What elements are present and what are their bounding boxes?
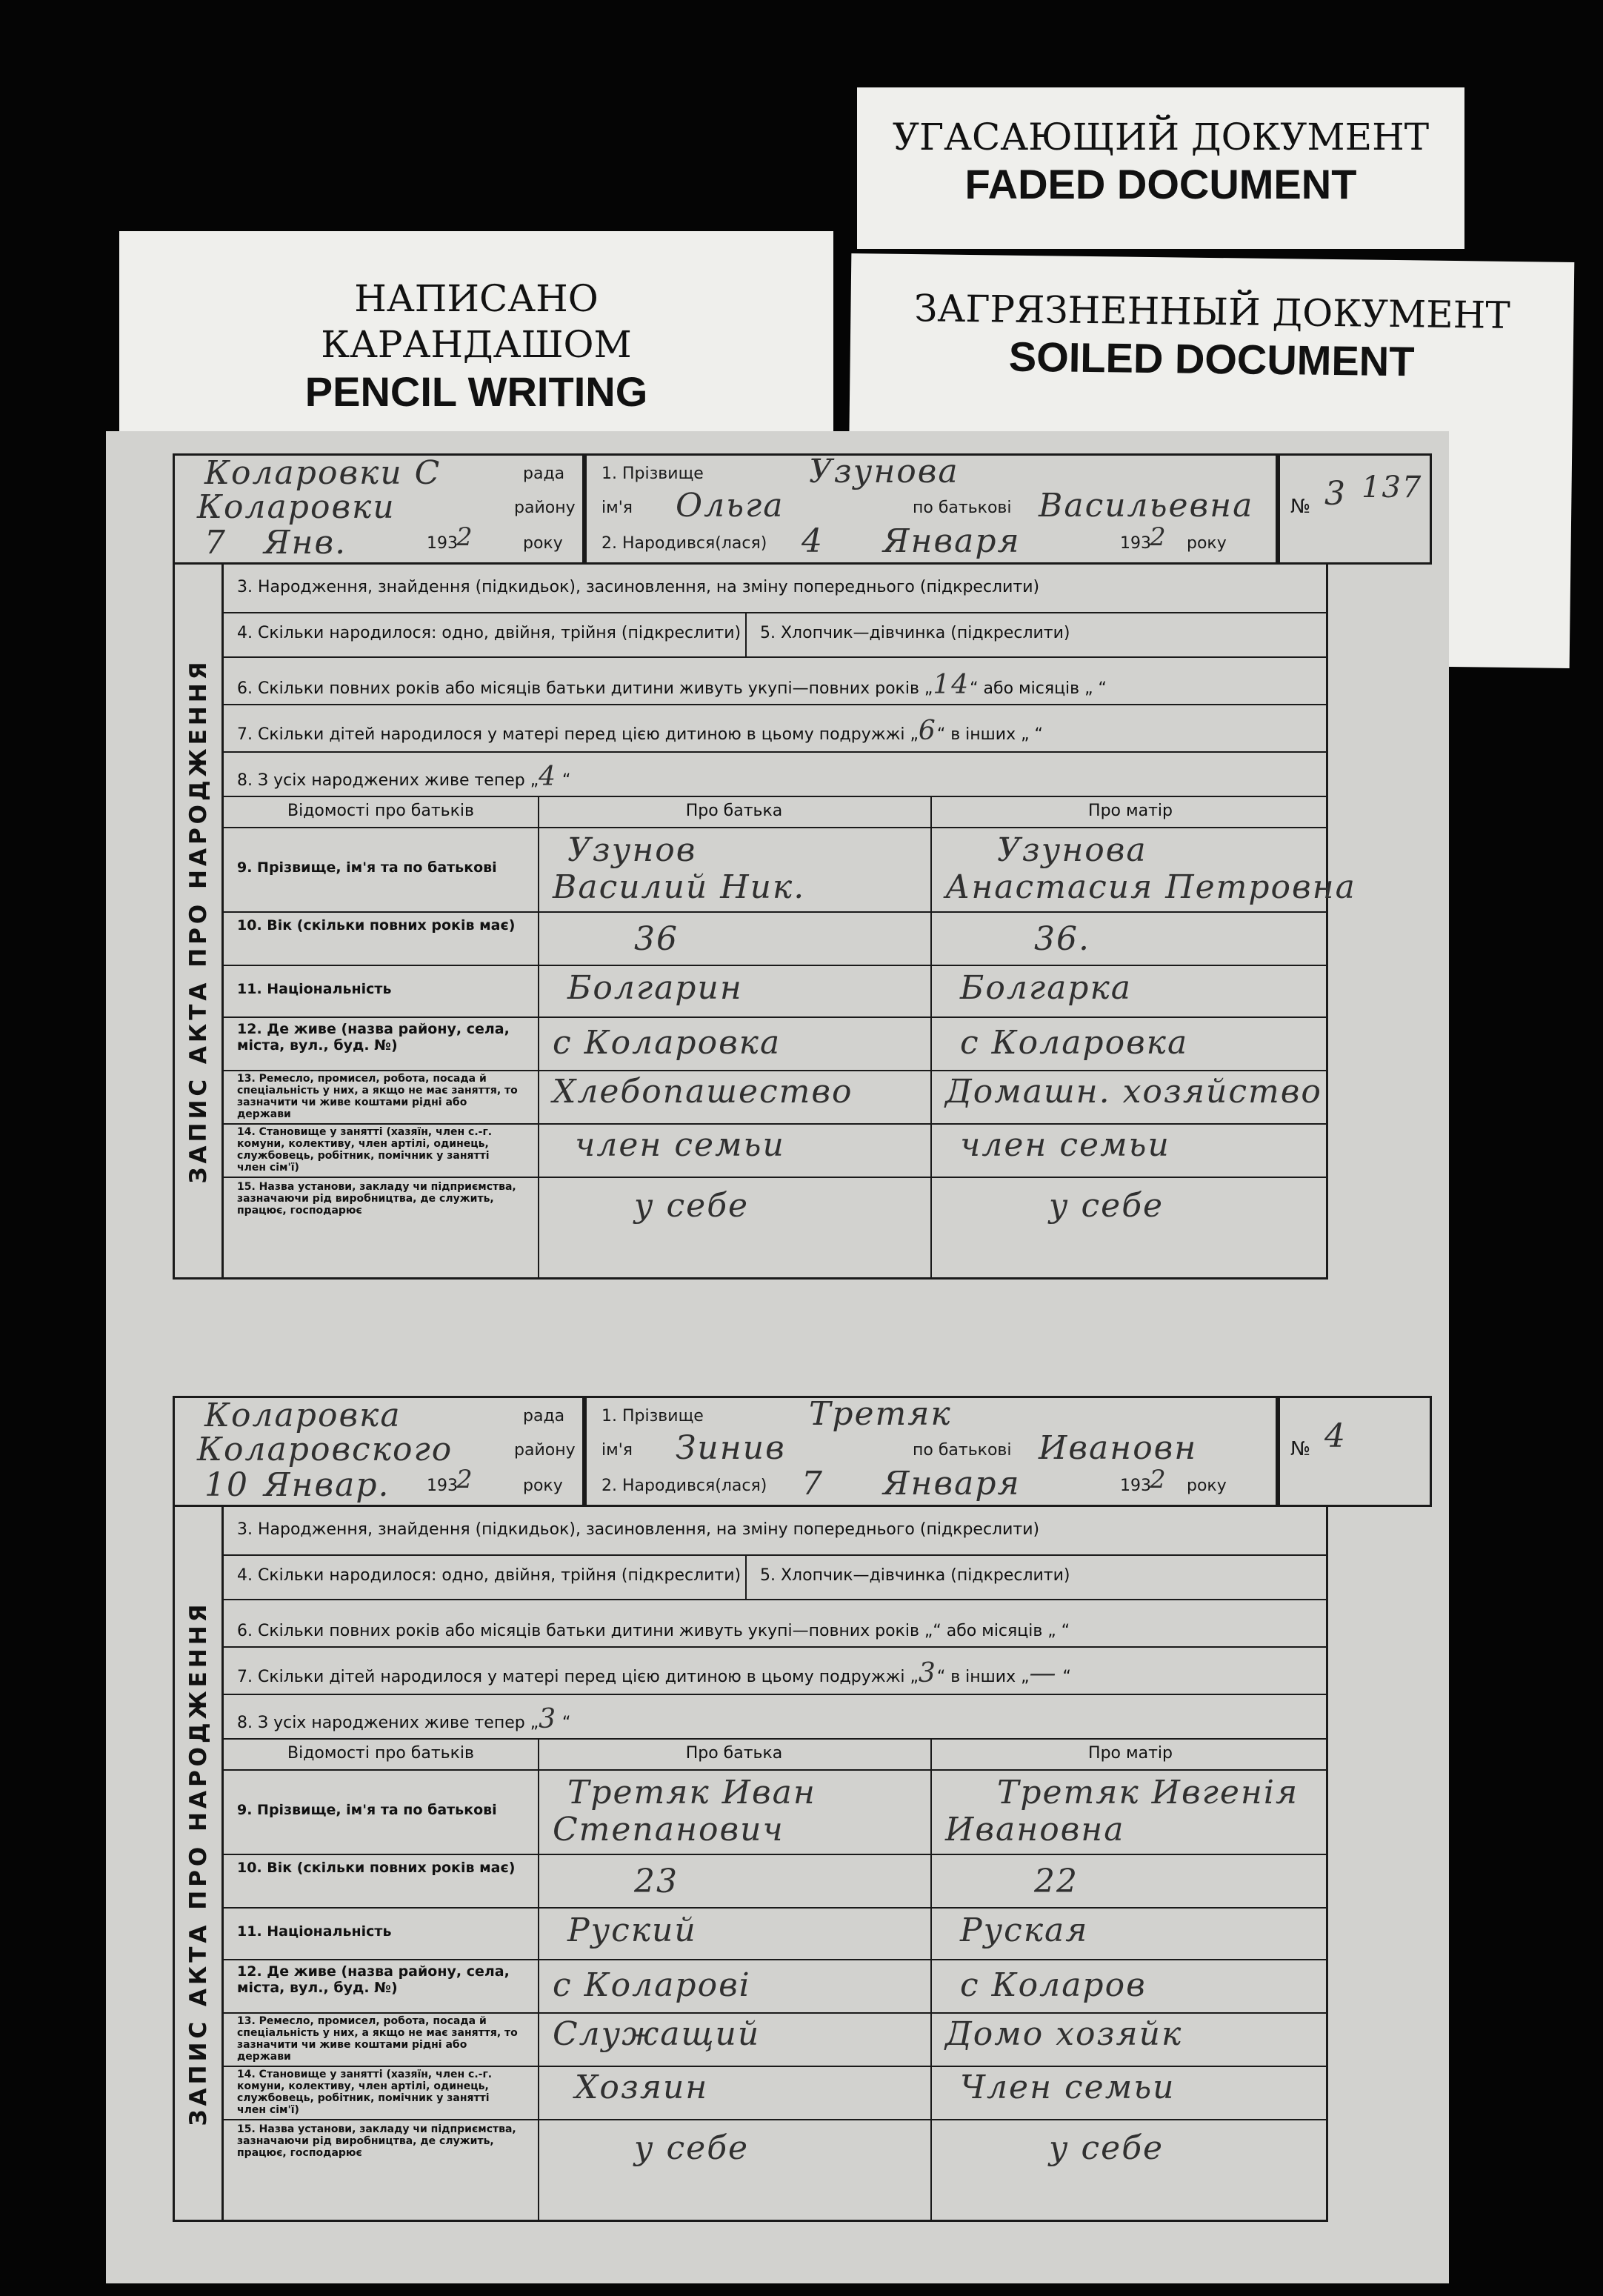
birth-roku-label: року [1187,1477,1227,1495]
father-nationality: Болгарин [567,969,743,1007]
father-workplace: у себе [634,2129,750,2167]
name-label: ім'я [601,499,633,517]
rada-value: Коларовка [204,1397,401,1434]
number-label: № [1290,1438,1311,1460]
registration-place-box [173,1396,584,1507]
q7-line: 7. Скільки дітей народилося у матері перед цією дитиною в цьому подружжі „6“ в інших „ “ [237,716,1043,746]
row13-label: 13. Ремесло, промисел, робота, посада й спеціальність у них, а якщо не має заняття, то зазначити чи живе коштами рідні або держави [237,2015,518,2063]
row12-label: 12. Де живе (назва району, села, міста, вул., буд. №) [237,1021,510,1054]
birth-roku-label: року [1187,534,1227,553]
roku-label: року [523,534,563,553]
reg-year-prefix: 193 [427,534,458,553]
q6-line: 6. Скільки повних років або місяців батьки дитини живуть укупі—повних років „“ або місяців „ “ [237,1622,1070,1640]
father-occupation: Служащий [553,2015,761,2053]
father-age: 36 [634,920,679,958]
record-number-extra: 137 [1362,470,1423,505]
row11-label: 11. Національність [237,1923,392,1940]
father-residence: с Коларовка [553,1024,781,1062]
pencil-label-en: PENCIL WRITING [304,368,648,415]
col-head-father: Про батька [685,802,783,820]
mother-workplace: у себе [1049,2129,1164,2167]
father-status: Хозяин [575,2069,709,2106]
reg-day-value: 10 [204,1466,249,1504]
q5-line: 5. Хлопчик—дівчинка (підкреслити) [760,1566,1070,1585]
mother-age: 36. [1034,920,1090,958]
birth-year-value: 2 [1150,1465,1167,1494]
record-body [173,565,1356,1280]
patronymic-label: по батькові [913,499,1012,517]
born-label: 2. Народився(лася) [601,534,767,553]
row9-label: 9. Прізвище, ім'я та по батькові [237,1802,497,1818]
rada-label: рада [523,465,565,483]
reg-day-value: 7 [204,524,227,562]
col-head-mother: Про матір [1088,1744,1173,1763]
father-name2: Степанович [553,1811,784,1849]
col-head-info: Відомості про батьків [287,1744,474,1763]
birth-month-value: Января [883,1465,1021,1503]
father-age: 23 [634,1863,679,1900]
rayon-label: району [514,499,576,517]
reg-year-prefix: 193 [427,1477,458,1495]
patronymic-value: Васильевна [1039,487,1254,525]
father-nationality: Руский [567,1911,697,1949]
mother-residence: с Коларовка [960,1024,1189,1062]
mother-name2: Анастасия Петровна [945,868,1356,906]
col-head-info: Відомості про батьків [287,802,474,820]
father-name1: Третяк Иван [567,1774,816,1811]
mother-status: член семьи [960,1126,1170,1164]
mother-age: 22 [1034,1863,1079,1900]
faded-label-ru: УГАСАЮЩИЙ ДОКУМЕНТ [892,116,1430,159]
record-vertical-title: ЗАПИС АКТА ПРО НАРОДЖЕННЯ [175,565,224,1277]
register-page [106,431,1449,2283]
row14-label: 14. Становище у занятті (хазяїн, член с.-г. комуни, колективу, член артілі, одинець, службовець, робітник, помічник у занятті член сім'ї) [237,2069,493,2116]
rada-value: Коларовки С [204,454,441,492]
row10-label: 10. Вік (скільки повних років має) [237,917,516,934]
reg-month-value: Январ. [264,1466,390,1504]
surname-value: Третяк [809,1395,952,1433]
roku-label: року [523,1477,563,1495]
mother-name2: Ивановна [945,1811,1125,1849]
mother-status: Член семьи [960,2069,1176,2106]
patronymic-value: Ивановн [1039,1429,1198,1467]
mother-workplace: у себе [1049,1187,1164,1225]
record-header [173,453,1432,565]
birth-year-prefix: 193 [1120,1477,1151,1495]
row14-label: 14. Становище у занятті (хазяїн, член с.-г. комуни, колективу, член артілі, одинець, службовець, робітник, помічник у занятті член сім'ї) [237,1126,493,1174]
record-number-box [1278,1396,1432,1507]
born-label: 2. Народився(лася) [601,1477,767,1495]
reg-year-value: 2 [456,522,474,552]
reg-year-value: 2 [456,1465,474,1494]
father-residence: с Коларові [553,1966,751,2004]
row15-label: 15. Назва установи, закладу чи підприємства, зазначаючи рід виробництва, де служить, працює, господарює [237,2123,516,2159]
birth-year-value: 2 [1150,522,1167,552]
reg-month-value: Янв. [264,524,347,562]
child-names-box [584,1396,1278,1507]
alive-value: 4 [539,762,558,792]
record-number-value: 4 [1324,1417,1347,1455]
pencil-writing-label [119,231,833,446]
rayon-value: Коларовки [197,488,396,526]
row9-label: 9. Прізвище, ім'я та по батькові [237,859,497,876]
q4-line: 4. Скільки народилося: одно, двійня, трійня (підкреслити) [237,624,741,642]
name-value: Зинив [676,1429,786,1467]
rayon-value: Коларовского [197,1431,453,1468]
q8-line: 8. З усіх народжених живе тепер „3 “ [237,1704,571,1734]
mother-name1: Третяк Ивгенія [997,1774,1299,1811]
q3-line: 3. Народження, знайдення (підкидьок), засиновлення, на зміну попереднього (підкреслити) [237,578,1040,596]
q3-line: 3. Народження, знайдення (підкидьок), засиновлення, на зміну попереднього (підкреслити) [237,1520,1040,1539]
pencil-label-ru1: НАПИСАНО [354,277,599,320]
birth-day-value: 7 [802,1465,824,1503]
col-head-mother: Про матір [1088,802,1173,820]
record-header [173,1396,1432,1507]
mother-nationality: Руская [960,1911,1089,1949]
rada-label: рада [523,1407,565,1425]
mother-occupation: Домашн. хозяйство [945,1073,1322,1111]
birth-day-value: 4 [802,522,824,560]
row15-label: 15. Назва установи, закладу чи підприємства, зазначаючи рід виробництва, де служить, працює, господарює [237,1181,516,1217]
soiled-label-en: SOILED DOCUMENT [1008,333,1415,385]
soiled-label-ru: ЗАГРЯЗНЕННЫЙ ДОКУМЕНТ [913,287,1510,337]
q7-line: 7. Скільки дітей народилося у матері перед цією дитиною в цьому подружжі „3“ в інших „— “ [237,1658,1071,1688]
q6-line: 6. Скільки повних років або місяців батьки дитини живуть укупі—повних років „14“ або місяців „ “ [237,670,1107,700]
row10-label: 10. Вік (скільки повних років має) [237,1860,516,1876]
row12-label: 12. Де живе (назва району, села, міста, вул., буд. №) [237,1963,510,1996]
father-name1: Узунов [567,831,697,869]
mother-residence: с Коларов [960,1966,1147,2004]
surname-label: 1. Прізвище [601,465,704,483]
surname-value: Узунова [809,453,959,490]
name-label: ім'я [601,1441,633,1460]
father-status: член семьи [575,1126,785,1164]
col-head-father: Про батька [685,1744,783,1763]
children-before-value: 3 [918,1658,937,1688]
q5-line: 5. Хлопчик—дівчинка (підкреслити) [760,624,1070,642]
patronymic-label: по батькові [913,1441,1012,1460]
row11-label: 11. Національність [237,981,392,997]
name-value: Ольга [676,487,784,525]
birth-year-prefix: 193 [1120,534,1151,553]
mother-name1: Узунова [997,831,1147,869]
row13-label: 13. Ремесло, промисел, робота, посада й спеціальність у них, а якщо не має заняття, то зазначити чи живе коштами рідні або держави [237,1073,518,1120]
mother-nationality: Болгарка [960,969,1132,1007]
father-workplace: у себе [634,1187,750,1225]
pencil-label-ru2: КАРАНДАШОМ [321,323,632,366]
children-other-value: — [1029,1658,1058,1688]
q8-line: 8. З усіх народжених живе тепер „4 “ [237,762,571,792]
father-name2: Василий Ник. [553,868,806,906]
faded-label-en: FADED DOCUMENT [964,161,1357,207]
mother-occupation: Домо хозяйк [945,2015,1183,2053]
rayon-label: району [514,1441,576,1460]
birth-month-value: Января [883,522,1021,560]
alive-value: 3 [539,1704,558,1734]
record-vertical-title: ЗАПИС АКТА ПРО НАРОДЖЕННЯ [175,1507,224,2220]
faded-document-label [857,87,1464,249]
q4-line: 4. Скільки народилося: одно, двійня, трійня (підкреслити) [237,1566,741,1585]
surname-label: 1. Прізвище [601,1407,704,1425]
child-names-box [584,453,1278,565]
record-body [173,1507,1328,2222]
record-number-box [1278,453,1432,565]
children-before-value: 6 [918,716,937,746]
record-number-value: 3 [1324,475,1347,513]
father-occupation: Хлебопашество [553,1073,853,1111]
years-together-value: 14 [933,670,970,700]
number-label: № [1290,496,1311,518]
registration-place-box [173,453,584,565]
